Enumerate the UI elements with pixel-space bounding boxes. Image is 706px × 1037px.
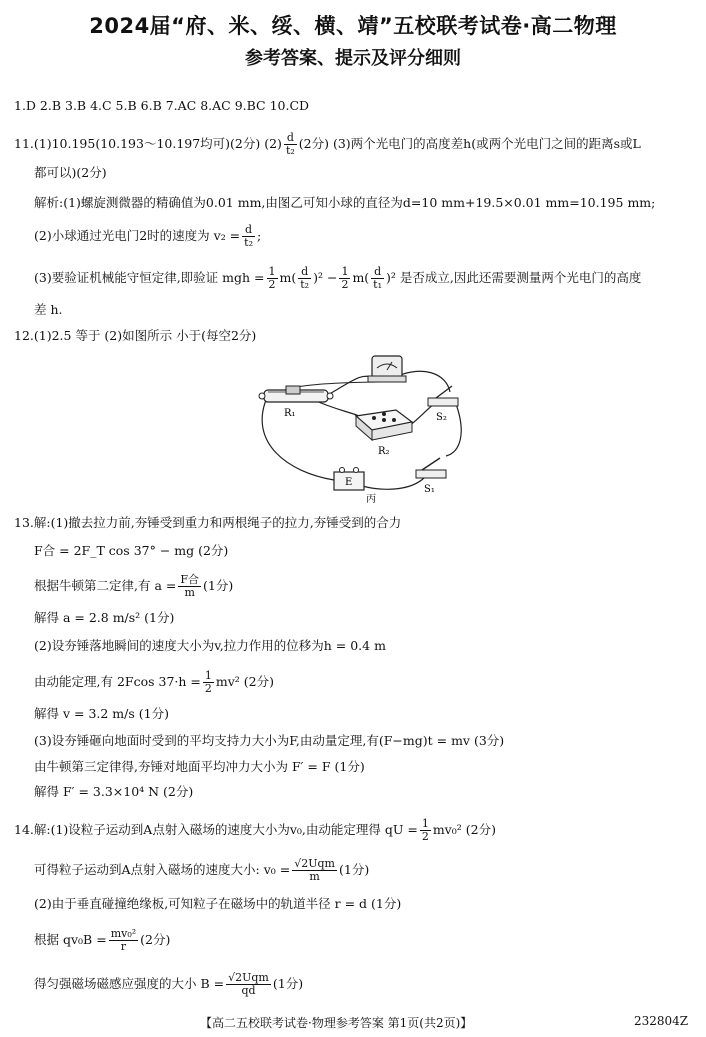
r1-terminal-left xyxy=(259,393,265,399)
label-s2: S₂ xyxy=(436,412,447,423)
q11-fraction: $\frac{d}{\text{t₂}}$ xyxy=(285,131,295,157)
q14-line1: 14.解:(1)设粒子运动到A点射入磁场的速度大小为v₀,由动能定理得 qU = $\frac{1}{2}$ mv₀² (2分) xyxy=(14,817,496,843)
page-title: 2024届“府、米、绥、横、靖”五校联考试卷·高二物理 xyxy=(89,14,617,38)
q11-d-over-t1: $\frac{d}{\text{t₁}}$ xyxy=(373,265,383,291)
q13-line7: 解得 v = 3.2 m/s (1分) xyxy=(34,706,169,721)
wire-bottom xyxy=(362,478,424,489)
label-r1: R₁ xyxy=(284,408,296,419)
q11-line1 xyxy=(14,132,641,157)
label-e: E xyxy=(345,477,353,488)
r2-knob-1 xyxy=(372,416,376,420)
q14-line3: (2)由于垂直碰撞绝缘板,可知粒子在磁场中的轨道半径 r = d (1分) xyxy=(34,896,402,911)
figure-caption: 丙 xyxy=(366,494,376,504)
q13-fraction-half: $\frac{1}{2}$ xyxy=(204,669,212,695)
q11-analysis1: 解析:(1)螺旋测微器的精确值为0.01 mm,由图乙可知小球的直径为d=10 mm+19.5×0.01 mm=10.195 mm; xyxy=(34,195,656,210)
wire-r1-r2 xyxy=(314,400,364,418)
q11-d-over-t2: $\frac{d}{\text{t₂}}$ xyxy=(300,265,310,291)
q14-line2: 可得粒子运动到A点射入磁场的速度大小: v₀ = $\frac{\text{√2Uqm}}{m}$ (1分) xyxy=(34,857,370,883)
r2-knob-4 xyxy=(382,412,386,416)
battery-terminal-pos xyxy=(354,468,359,473)
s1-lever xyxy=(422,458,440,470)
q14-line4: 根据 qv₀B = $\frac{\text{mv₀²}}{r}$ (2分) xyxy=(34,927,171,953)
label-s1: S₁ xyxy=(424,484,435,495)
meter-base xyxy=(368,376,406,382)
q14-fraction-half: $\frac{1}{2}$ xyxy=(421,817,429,843)
q11-half-2: $\frac{1}{2}$ xyxy=(341,265,349,291)
q13-line10: 解得 F′ = 3.3×10⁴ N (2分) xyxy=(34,784,194,799)
q13-line3: 根据牛顿第二定律,有 a = $\frac{\text{F合}}{m}$ (1分) xyxy=(34,573,234,599)
q11-line2: 都可以)(2分) xyxy=(34,165,107,180)
q11-line1-b: (2分) (3)两个光电门的高度差h(或两个光电门之间的距离s或L xyxy=(298,136,641,151)
q14-fraction-v0: $\frac{\text{√2Uqm}}{m}$ xyxy=(294,857,335,883)
page-subtitle: 参考答案、提示及评分细则 xyxy=(245,48,461,69)
q11-analysis2-fraction: $\frac{d}{\text{t₂}}$ xyxy=(244,223,253,249)
q11-line1-a: 11.(1)10.195(10.193～10.197均可)(2分) (2) xyxy=(14,136,282,151)
r2-knob-3 xyxy=(392,418,396,422)
rheostat-slider xyxy=(286,386,300,394)
q13-line6: 由动能定理,有 2Fcos 37·h = $\frac{1}{2}$ mv² (2分) xyxy=(34,669,274,695)
q11-analysis3: (3)要验证机械能守恒定律,即验证 mgh = $\frac{1}{2}$ m( $\frac{d}{\text{t₂}}$ )² − $\frac{1}{2}$ m( $\frac{d}{\text{t₁}}$ )² 是否成立,因此还需要测量两个光电门的高度 xyxy=(34,265,642,291)
q14-fraction-radius: $\frac{\text{mv₀²}}{r}$ xyxy=(110,927,137,953)
q11-analysis2: (2)小球通过光电门2时的速度为 v₂ = $\frac{d}{\text{t₂}}$ ; xyxy=(34,223,262,249)
circuit-diagram xyxy=(256,352,466,504)
q13-line2: F合 = 2F_T cos 37° − mg (2分) xyxy=(34,543,229,558)
multiple-choice-answers: 1.D 2.B 3.B 4.C 5.B 6.B 7.AC 8.AC 9.BC 10.CD xyxy=(14,98,310,113)
q14-fraction-b: $\frac{\text{√2Uqm}}{qd}$ xyxy=(228,971,269,997)
q14-line5: 得匀强磁场磁感应强度的大小 B = $\frac{\text{√2Uqm}}{qd}$ (1分) xyxy=(34,971,304,997)
page-footer: 【高二五校联考试卷·物理参考答案 第1页(共2页)】 xyxy=(200,1016,473,1030)
document-code: 232804Z xyxy=(634,1014,689,1028)
q13-fraction-a: $\frac{\text{F合}}{m}$ xyxy=(180,573,199,599)
meter xyxy=(372,356,402,378)
wire-right xyxy=(446,404,461,456)
switch-s2 xyxy=(428,398,458,406)
q13-line4: 解得 a = 2.8 m/s² (1分) xyxy=(34,610,175,625)
label-r2: R₂ xyxy=(378,446,390,457)
r2-knob-2 xyxy=(382,418,386,422)
q11-half-1: $\frac{1}{2}$ xyxy=(268,265,276,291)
switch-s1 xyxy=(416,470,446,478)
q13-line1: 13.解:(1)撤去拉力前,夯锤受到重力和两根绳子的拉力,夯锤受到的合力 xyxy=(14,515,402,530)
q12-line1: 12.(1)2.5 等于 (2)如图所示 小于(每空2分) xyxy=(14,328,257,343)
q13-line8: (3)设夯锤砸向地面时受到的平均支持力大小为F,由动量定理,有(F−mg)t = mv (3分) xyxy=(34,733,505,748)
wire-left xyxy=(262,400,334,480)
q13-line5: (2)设夯锤落地瞬间的速度大小为v,拉力作用的位移为h = 0.4 m xyxy=(34,638,386,653)
q11-analysis4: 差 h. xyxy=(34,302,63,317)
q13-line9: 由牛顿第三定律得,夯锤对地面平均冲力大小为 F′ = F (1分) xyxy=(34,759,365,774)
r1-terminal-right xyxy=(327,393,333,399)
wire-top-left xyxy=(326,376,374,396)
battery-terminal-neg xyxy=(340,468,345,473)
